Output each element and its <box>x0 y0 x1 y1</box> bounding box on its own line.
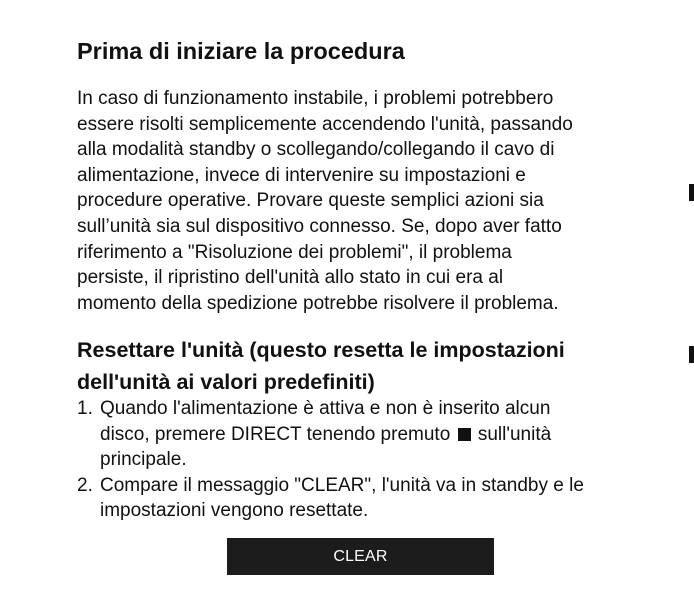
intro-line: essere risolti semplicemente accendendo l'unità, passando <box>77 113 573 135</box>
display-text: CLEAR <box>333 547 388 565</box>
stop-square-icon <box>458 428 471 441</box>
step-item <box>77 473 652 524</box>
intro-line: persiste, il ripristino dell'unità allo stato in cui era al <box>77 267 504 289</box>
intro-line: procedure operative. Provare queste semplici azioni sia <box>77 190 544 212</box>
intro-line: momento della spedizione potrebbe risolvere il problema. <box>77 292 559 314</box>
step-text-line: Compare il messaggio "CLEAR", l'unità va in standby e le <box>100 474 584 496</box>
step-text-line: impostazioni vengono resettate. <box>100 500 369 522</box>
intro-paragraph <box>77 86 652 316</box>
step-number: 2. <box>77 474 93 496</box>
page-edge-tab <box>689 346 694 363</box>
step-text-fragment: disco, premere DIRECT tenendo premuto <box>100 423 451 445</box>
step-number: 1. <box>77 398 93 419</box>
step-text-fragment: sull'unità <box>477 423 552 445</box>
section-title <box>77 334 565 398</box>
front-panel-display <box>227 538 494 575</box>
intro-line: riferimento a "Risoluzione dei problemi", il problema <box>77 241 512 263</box>
intro-line: In caso di funzionamento instabile, i problemi potrebbero <box>77 88 554 109</box>
step-text-line: Quando l'alimentazione è attiva e non è inserito alcun <box>100 398 551 419</box>
intro-line: alla modalità standby o scollegando/collegando il cavo di <box>77 139 555 161</box>
intro-line: alimentazione, invece di intervenire su impostazioni e <box>77 164 526 186</box>
section-title-line: dell'unità ai valori predefiniti) <box>77 370 375 394</box>
step-text-line: principale. <box>100 449 187 471</box>
step-text-line <box>100 422 652 448</box>
page-edge-tab <box>689 184 694 201</box>
page-title: Prima di iniziare la procedura <box>77 38 405 64</box>
step-item <box>77 396 652 473</box>
intro-line: sull’unità sia sul dispositivo connesso. Se, dopo aver fatto <box>77 215 562 237</box>
steps-list <box>77 396 652 524</box>
section-title-line: Resettare l'unità (questo resetta le impostazioni <box>77 338 565 362</box>
